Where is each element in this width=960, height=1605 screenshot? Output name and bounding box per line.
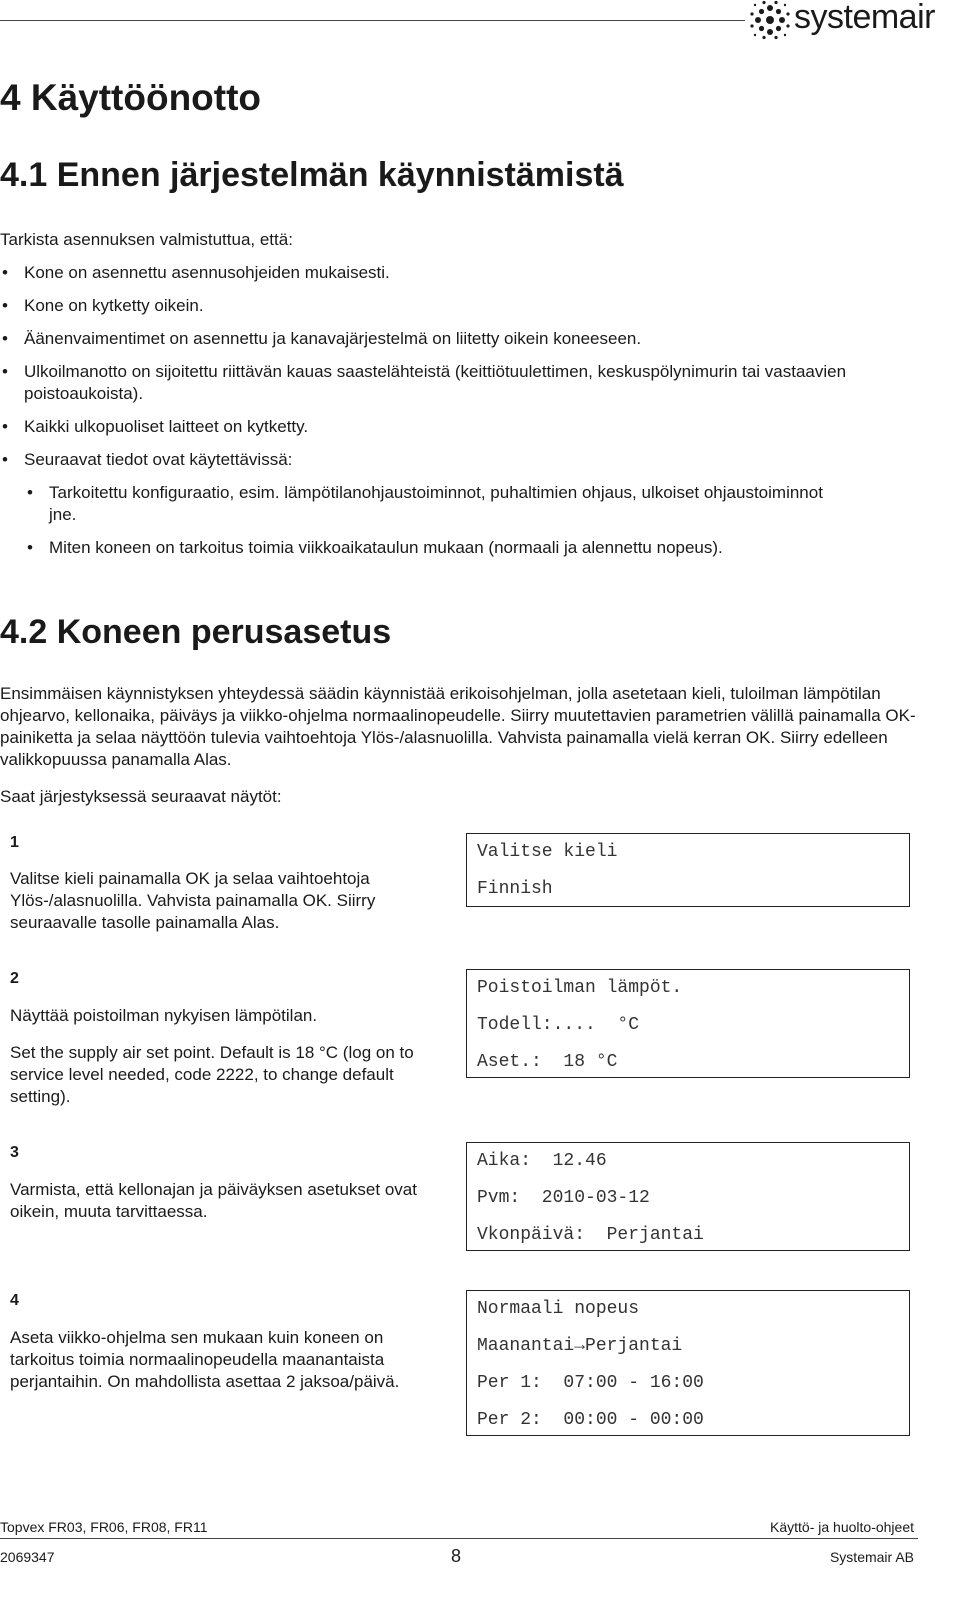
bullet-icon: • (2, 329, 8, 348)
display-line: Todell:.... °C (477, 1015, 640, 1035)
header-rule (0, 20, 745, 21)
step-number: 2 (10, 970, 19, 987)
display-line: Poistoilman lämpöt. (477, 978, 683, 998)
display-panel-2 (466, 969, 910, 1078)
chapter-title: 4 Käyttöönotto (0, 77, 262, 118)
bullet-icon: • (27, 483, 33, 502)
systemair-logo-icon (748, 0, 792, 40)
list-item: • Äänenvaimentimet on asennettu ja kanavajärjestelmä on liitetty oikein koneeseen. (2, 329, 642, 348)
list-item: • Seuraavat tiedot ovat käytettävissä: (2, 450, 293, 469)
section-4-2-title: 4.2 Koneen perusasetus (0, 613, 392, 651)
screens-intro: Saat järjestyksessä seuraavat näytöt: (0, 787, 282, 806)
sub-list-item: • Tarkoitettu konfiguraatio, esim. lämpötilanohjaustoiminnot, puhaltimien ohjaus, ulkoiset ohjaustoiminnot jne. (27, 483, 823, 524)
step-description: Valitse kieli painamalla OK ja selaa vaihtoehtoja Ylös-/alasnuolilla. Vahvista painamalla OK. Siirry seuraavalle tasolle painamalla Alas. (10, 869, 376, 932)
display-line: Finnish (477, 879, 553, 899)
display-line: Valitse kieli (477, 842, 618, 862)
bullet-icon: • (2, 362, 8, 381)
step-description: Näyttää poistoilman nykyisen lämpötilan. (10, 1006, 318, 1025)
step-number: 3 (10, 1144, 19, 1161)
intro-text: Tarkista asennuksen valmistuttua, että: (0, 230, 293, 249)
footer-rule (0, 1538, 918, 1539)
footer-doc-type: Käyttö- ja huolto-ohjeet (770, 1519, 914, 1535)
sub-list-item: • Miten koneen on tarkoitus toimia viikkoaikataulun mukaan (normaali ja alennettu nopeus). (27, 538, 723, 557)
step-description-note: Set the supply air set point. Default is 18 °C (log on to service level needed, code 2222, to change default setting). (10, 1043, 414, 1106)
step-number: 4 (10, 1292, 19, 1309)
step-number: 1 (10, 834, 19, 851)
bullet-icon: • (2, 296, 8, 315)
display-line: Per 2: 00:00 - 00:00 (477, 1410, 704, 1430)
display-panel-3 (466, 1142, 910, 1251)
footer-company: Systemair AB (829, 1549, 914, 1565)
section-4-1-title: 4.1 Ennen järjestelmän käynnistämistä (0, 156, 624, 194)
list-item: • Ulkoilmanotto on sijoitettu riittävän kauas saastelähteistä (keittiötuulettimen, keskuspölynimurin tai vastaavien poistoaukoista). (2, 362, 847, 403)
display-panel-4 (466, 1290, 910, 1436)
display-line: Normaali nopeus (477, 1299, 640, 1319)
display-line: Vkonpäivä: Perjantai (477, 1225, 704, 1245)
list-item: • Kone on kytketty oikein. (2, 296, 204, 315)
bullet-icon: • (2, 450, 8, 469)
footer-doc-number: 2069347 (0, 1549, 55, 1565)
step-description: Aseta viikko-ohjelma sen mukaan kuin koneen on tarkoitus toimia normaalinopeudella maanantaista perjantaihin. On mahdollista asettaa 2 jaksoa/päivä. (10, 1328, 400, 1391)
display-line: Maanantai→Perjantai (477, 1336, 683, 1356)
display-line: Pvm: 2010-03-12 (477, 1188, 650, 1208)
list-item: • Kaikki ulkopuoliset laitteet on kytketty. (2, 417, 309, 436)
bullet-icon: • (2, 263, 8, 282)
list-item: • Kone on asennettu asennusohjeiden mukaisesti. (2, 263, 390, 282)
brand-logo-text: systemair (794, 0, 935, 36)
step-description: Varmista, että kellonajan ja päiväyksen asetukset ovat oikein, muuta tarvittaessa. (10, 1180, 417, 1221)
footer-model: Topvex FR03, FR06, FR08, FR11 (0, 1519, 208, 1535)
display-line: Aika: 12.46 (477, 1151, 607, 1171)
page-number: 8 (451, 1546, 462, 1566)
display-panel-1 (466, 833, 910, 907)
bullet-icon: • (27, 538, 33, 557)
display-line: Aset.: 18 °C (477, 1052, 618, 1072)
bullet-icon: • (2, 417, 8, 436)
display-line: Per 1: 07:00 - 16:00 (477, 1373, 704, 1393)
section-4-2-paragraph: Ensimmäisen käynnistyksen yhteydessä säädin käynnistää erikoisohjelman, jolla asetetaan kieli, tuloilman lämpötilan ohjearvo, kellonaika, päiväys ja viikko-ohjelma normaalinopeudelle. Siirry muutettavien parametrien välillä painamalla OK-painiketta ja selaa näyttöön tulevia vaihtoehtoja Ylös-/alasnuolilla. Vahvista painamalla vielä kerran OK. Siirry edelleen valikkopuussa panamalla Alas. (0, 684, 916, 769)
